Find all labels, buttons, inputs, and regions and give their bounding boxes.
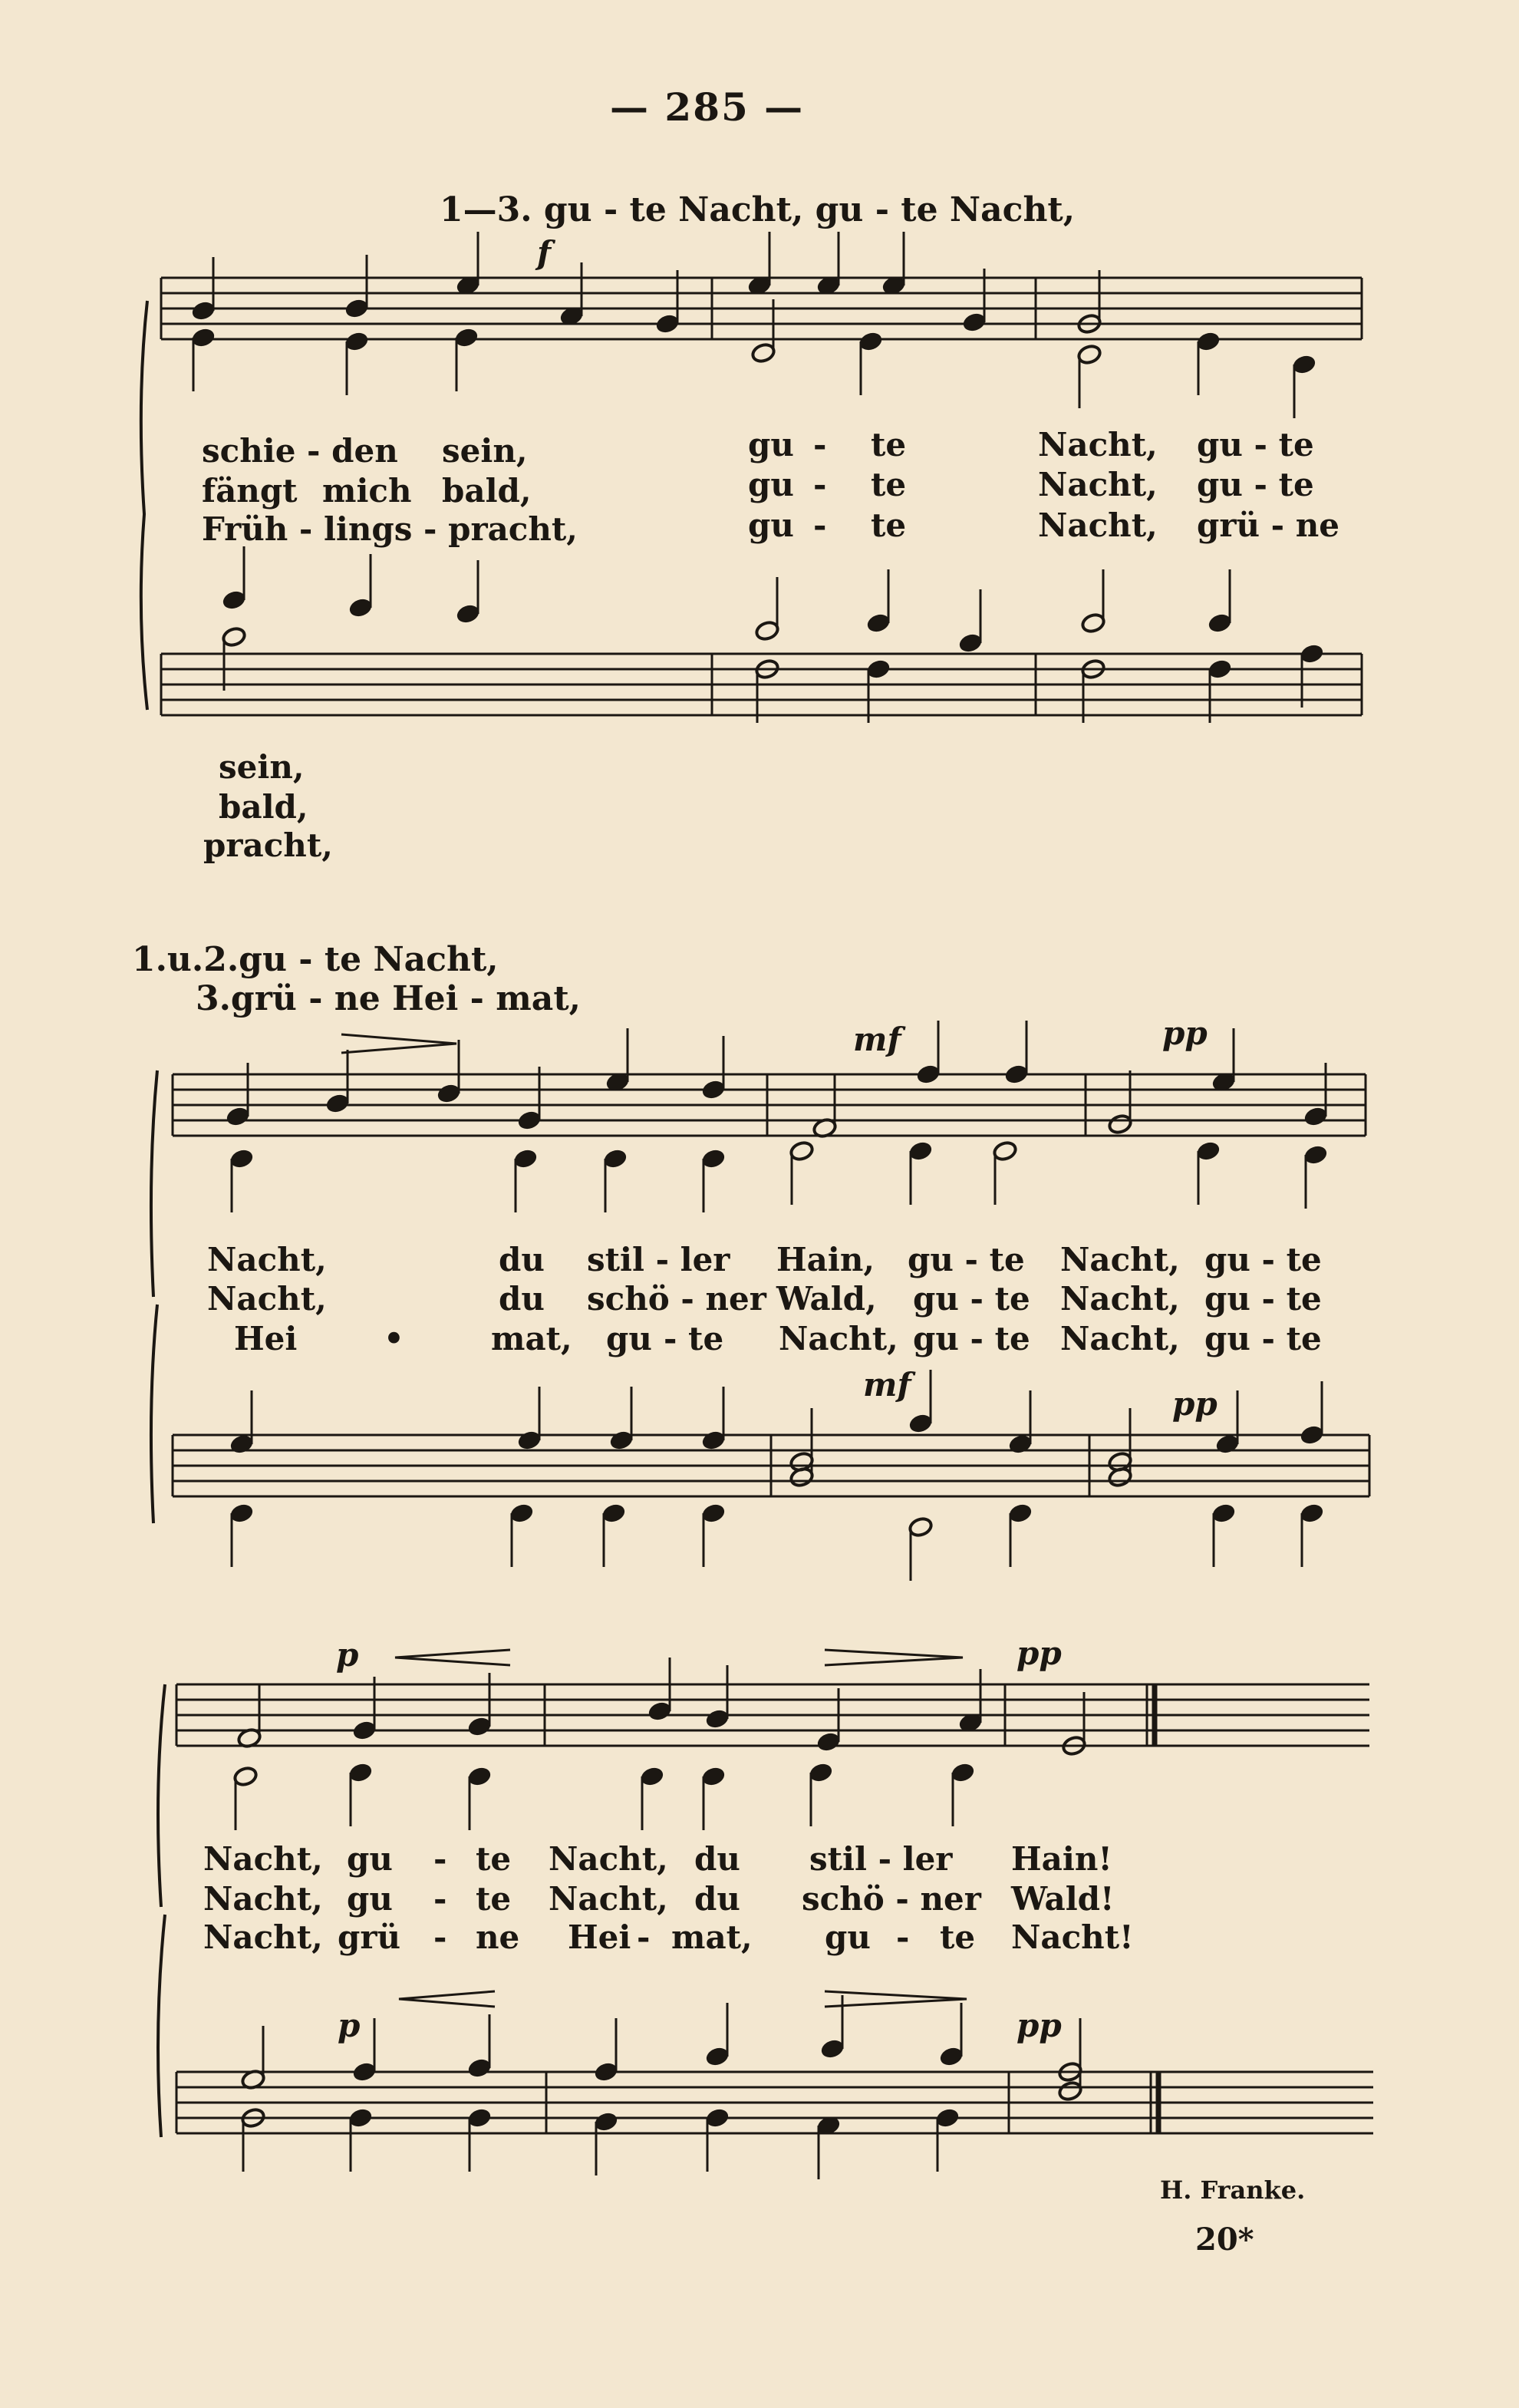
lyric-s1-l2-e: -: [813, 466, 827, 503]
lyric-s1-l2-f: te: [871, 466, 907, 503]
lyric-s2-l2-c: schö - ner: [587, 1280, 766, 1318]
lyric-s3-l3-h: gu: [825, 1918, 871, 1956]
verse-header-system1: 1—3. gu - te Nacht, gu - te Nacht,: [440, 190, 1076, 229]
lyric-s3-l2-a: Nacht,: [203, 1880, 323, 1918]
lyric-s3-l1-g: stil - ler: [809, 1840, 953, 1878]
lyric-s2-l1-c: stil - ler: [587, 1241, 730, 1278]
dynamic-pp-upper: pp: [1162, 1014, 1208, 1052]
lyric-s1-l2-b: mich: [322, 472, 412, 510]
lyric-s1-l1-b: sein,: [442, 432, 528, 470]
lyric-s3-l2-h: Wald!: [1011, 1880, 1115, 1918]
lyric-s2-l2-d: Wald,: [776, 1280, 877, 1318]
lyric-s1-l2-d: gu: [748, 466, 794, 503]
lyric-s3-l1-b: gu: [347, 1840, 393, 1878]
arranger-credit: H. Franke.: [1160, 2175, 1306, 2205]
lyric-s1-l1-c: gu: [748, 426, 794, 463]
lyric-s2-l1-g: gu - te: [1204, 1241, 1322, 1278]
lyric-s3-l3-k: Nacht!: [1011, 1918, 1134, 1956]
lyric-s3-l2-d: te: [476, 1880, 512, 1918]
lyric-s3-l3-e: Hei: [568, 1918, 631, 1956]
lyric-s1-l3-d: te: [871, 506, 907, 544]
lyric-s1-l1-a: schie - den: [202, 432, 398, 470]
lyric-s2-l1-d: Hain,: [776, 1241, 875, 1278]
lyric-s3-l3-a: Nacht,: [203, 1918, 323, 1956]
trailing-lyric-2: bald,: [219, 788, 308, 826]
lyric-s3-l2-f: du: [694, 1880, 740, 1918]
lyric-s2-l1-f: Nacht,: [1060, 1241, 1180, 1278]
lyric-s2-l3-b: •: [384, 1320, 404, 1357]
lyric-s3-l1-a: Nacht,: [203, 1840, 323, 1878]
lyric-s1-l3-a: Früh - lings - pracht,: [202, 510, 578, 548]
dynamic-p-lower: p: [338, 2007, 361, 2044]
lyric-s1-l2-h: gu - te: [1197, 466, 1314, 503]
lyric-s3-l2-g: schö - ner: [802, 1880, 981, 1918]
dynamic-pp-lower-end: pp: [1017, 2007, 1062, 2044]
lyric-s2-l3-c: mat,: [491, 1320, 572, 1357]
brace-system1: [141, 301, 147, 710]
dynamic-pp-lower: pp: [1172, 1385, 1218, 1423]
lyric-s1-l3-c: -: [813, 506, 827, 544]
lyric-s1-l1-d: -: [813, 426, 827, 463]
page-number: — 285 —: [610, 84, 805, 130]
lyric-s3-l3-c: -: [433, 1918, 447, 1956]
lyric-s2-l2-e: gu - te: [913, 1280, 1030, 1318]
lyric-s1-l1-e: te: [871, 426, 907, 463]
lyric-s3-l2-e: Nacht,: [549, 1880, 668, 1918]
staff-system2-upper: [173, 1074, 1366, 1136]
lyric-s1-l3-f: grü - ne: [1197, 506, 1339, 544]
lyric-s2-l2-g: gu - te: [1204, 1280, 1322, 1318]
lyric-s2-l1-e: gu - te: [908, 1241, 1025, 1278]
lyric-s3-l1-f: du: [694, 1840, 740, 1878]
lyric-s3-l1-c: -: [433, 1840, 447, 1878]
lyric-s3-l3-d: ne: [476, 1918, 520, 1956]
dynamic-p-upper: p: [336, 1636, 359, 1674]
lyric-s3-l3-j: te: [940, 1918, 976, 1956]
lyric-s2-l2-a: Nacht,: [207, 1280, 327, 1318]
lyric-s2-l3-e: - te: [664, 1320, 724, 1357]
lyric-s2-l3-h: Nacht,: [1060, 1320, 1180, 1357]
staff-system3-upper: [176, 1684, 1369, 1746]
verse-header-system2-b: 3.grü - ne Hei - mat,: [196, 979, 581, 1018]
lyric-s1-l2-c: bald,: [442, 472, 532, 510]
trailing-lyric-1: sein,: [219, 748, 305, 786]
lyric-s2-l2-b: du: [499, 1280, 545, 1318]
dynamic-mf-lower: mf: [863, 1366, 911, 1404]
lyric-s2-l3-a: Hei: [234, 1320, 298, 1357]
lyric-s2-l3-g: gu - te: [913, 1320, 1030, 1357]
lyric-s1-l3-b: gu: [748, 506, 794, 544]
lyric-s2-l2-f: Nacht,: [1060, 1280, 1180, 1318]
trailing-lyric-3: pracht,: [203, 826, 333, 864]
sheet-signature: 20*: [1195, 2222, 1254, 2258]
lyric-s1-l3-e: Nacht,: [1038, 506, 1158, 544]
lyric-s2-l3-d: gu: [606, 1320, 652, 1357]
dynamic-mf-upper: mf: [853, 1021, 901, 1058]
verse-header-system2-a: 1.u.2.gu - te Nacht,: [132, 940, 499, 979]
lyric-s1-l1-f: Nacht,: [1038, 426, 1158, 463]
lyric-s3-l2-b: gu: [347, 1880, 393, 1918]
lyric-s3-l2-c: -: [433, 1880, 447, 1918]
lyric-s1-l2-a: fängt: [202, 472, 298, 510]
lyric-s2-l3-f: Nacht,: [779, 1320, 898, 1357]
dynamic-pp-upper-end: pp: [1017, 1634, 1062, 1672]
lyric-s3-l3-g: mat,: [671, 1918, 753, 1956]
lyric-s3-l3-f: -: [637, 1918, 651, 1956]
lyric-s2-l1-b: du: [499, 1241, 545, 1278]
lyric-s2-l1-a: Nacht,: [207, 1241, 327, 1278]
lyric-s3-l3-b: grü: [338, 1918, 401, 1956]
lyric-s3-l3-i: -: [896, 1918, 910, 1956]
lyric-s3-l1-e: Nacht,: [549, 1840, 668, 1878]
lyric-s1-l2-g: Nacht,: [1038, 466, 1158, 503]
lyric-s2-l3-i: gu - te: [1204, 1320, 1322, 1357]
dynamic-forte: f: [537, 234, 552, 272]
lyric-s3-l1-d: te: [476, 1840, 512, 1878]
lyric-s1-l1-g: gu - te: [1197, 426, 1314, 463]
barlines-system2: [173, 1074, 1369, 1496]
lyric-s3-l1-h: Hain!: [1011, 1840, 1112, 1878]
